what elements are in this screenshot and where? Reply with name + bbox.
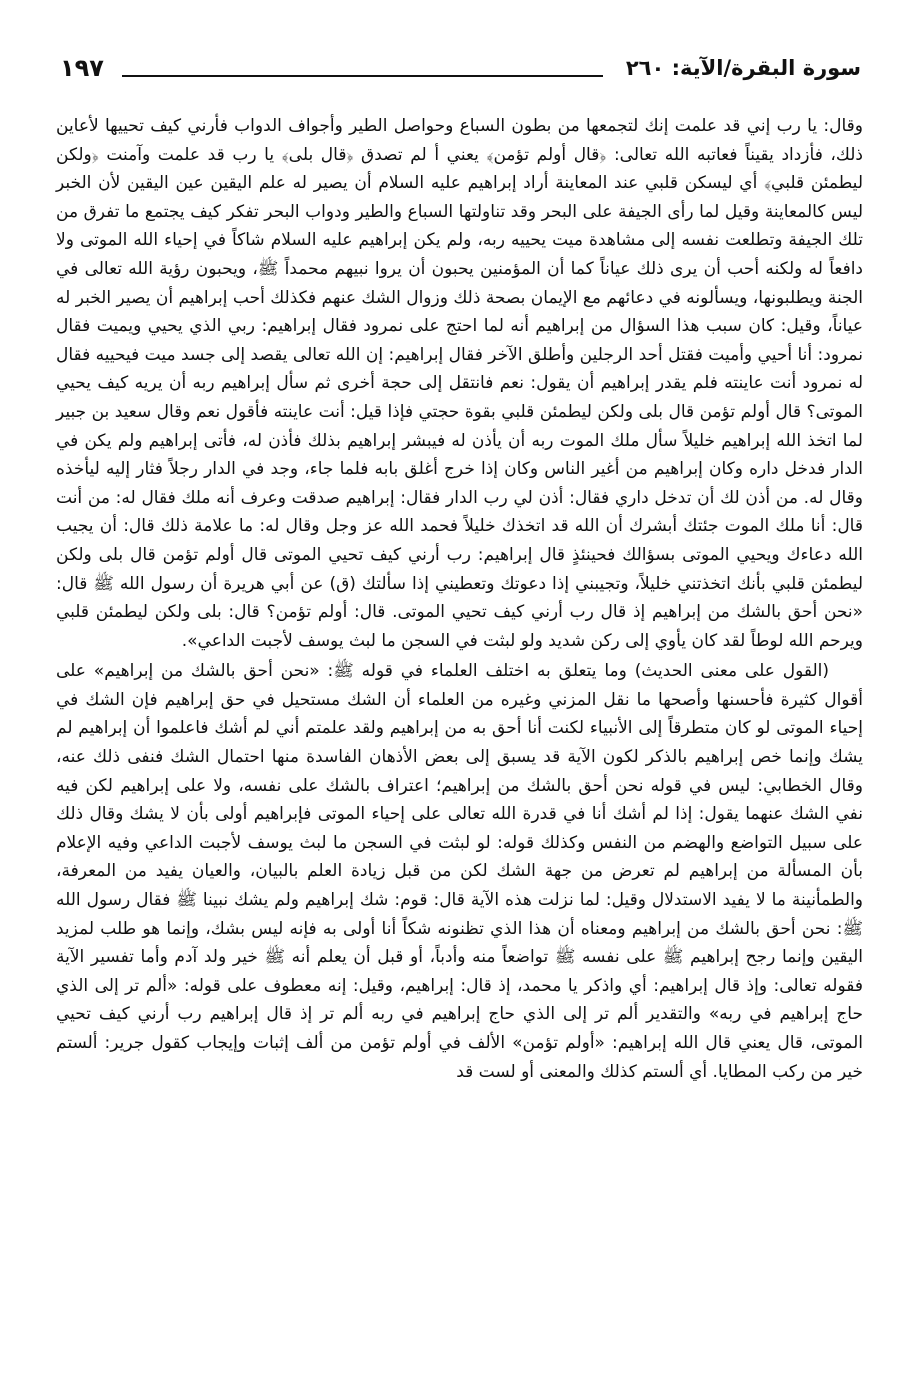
paragraph-tafsir-ibrahim: وقال: يا رب إني قد علمت إنك لتجمعها من بطون السباع وحواصل الطير وأجواف الدواب فأرني كيف تحييها لأعاين ذلك، فأزداد يقيناً فعاتبه الله تعالى: ﴿قال أولم تؤمن﴾ يعني أ لم تصدق ﴿قال بلى﴾ يا رب قد علمت وآمنت ﴿ولكن ليطمئن قلبي﴾ أي ليسكن قلبي عند المعاينة أراد إبراهيم عليه السلام أن يصير له علم اليقين عين اليقين لأن الخبر ليس كالمعاينة وقيل لما رأى الجيفة على البحر وقد تناولتها السباع والطير ودواب البحر تفكر كيف يجتمع ما تفرق من تلك الجيفة وتطلعت نفسه إلى مشاهدة ميت يحييه ربه، ولم يكن إبراهيم عليه السلام شاكاً في إحياء الله الموتى ولا دافعاً له ولكنه أحب أن يرى ذلك عياناً كما أن المؤمنين يحبون أن يروا نبيهم محمداً ﷺ، ويحبون رؤية الله تعالى في الجنة ويطلبونها، ويسألونه في دعائهم مع الإيمان بصحة ذلك وزوال الشك عنهم فكذلك أحب إبراهيم أن يصير الخبر له عياناً، وقيل: كان سبب هذا السؤال من إبراهيم أنه لما احتج على نمرود فقال إبراهيم: ربي الذي يحيي ويميت فقال نمرود: أنا أحيي وأميت فقتل أحد الرجلين وأطلق الآخر فقال إبراهيم: إن الله تعالى يقصد إلى جسد ميت فيحييه فقال له نمرود أنت عاينته فلم يقدر إبراهيم أن يقول: نعم فانتقل إلى حجة أخرى ثم سأل إبراهيم ربه أن يريه كيف يحيي الموتى؟ قال أولم تؤمن قال بلى ولكن ليطمئن قلبي بقوة حجتي فإذا قيل: أنت عاينته فأقول نعم وقال سعيد بن جبير لما اتخذ الله إبراهيم خليلاً سأل ملك الموت ربه أن يأذن له فيبشر إبراهيم بذلك فأذن له، فأتى إبراهيم ولم يكن في الدار فدخل داره وكان إبراهيم من أغير الناس وكان إذا خرج أغلق بابه فلما جاء، وجد في الدار رجلاً فثار إليه ليأخذه وقال له. من أذن لك أن تدخل داري فقال: أذن لي رب الدار فقال: إبراهيم صدقت وعرف أنه ملك فقال له: من أنت قال: أنا ملك الموت جئتك أبشرك أن الله قد اتخذك خليلاً فحمد الله عز وجل وقال له: ما علامة ذلك قال: أن يجيب الله دعاءك ويحيي الموتى بسؤالك فحينئذٍ قال إبراهيم: رب أرني كيف تحيي الموتى قال أولم تؤمن قال بلى ولكن ليطمئن قلبي بأنك اتخذتني خليلاً، وتجيبني إذا دعوتك وتعطيني إذا سألتك (ق) عن أبي هريرة أن رسول الله ﷺ قال: «نحن أحق بالشك من إبراهيم إذ قال رب أرني كيف تحيي الموتى. قال: أولم تؤمن؟ قال: بلى ولكن ليطمئن قلبي ويرحم الله لوطاً لقد كان يأوي إلى ركن شديد ولو لبثت في السجن ما لبث يوسف لأجبت الداعي».	[56, 116, 863, 651]
running-head-sura-verse: سورة البقرة/الآية: ٢٦٠	[625, 56, 861, 80]
paragraph-hadith-meaning: (القول على معنى الحديث) وما يتعلق به اختلف العلماء في قوله ﷺ: «نحن أحق بالشك من إبراهيم» على أقوال كثيرة فأحسنها وأصحها ما نقل المزني وغيره من العلماء أن الشك مستحيل في حق إبراهيم فإن الشك في إحياء الموتى لو كان متطرقاً إلى الأنبياء لكنت أنا أحق به من إبراهيم ولقد علمتم أني لم أشك فاعلموا أن إبراهيم لم يشك وإنما خص إبراهيم بالذكر لكون الآية قد يسبق إلى بعض الأذهان الفاسدة منها احتمال الشك فنفى ذلك عنه، وقال الخطابي: ليس في قوله نحن أحق بالشك من إبراهيم؛ اعتراف بالشك على نفسه، ولا على إبراهيم لكن فيه نفي الشك عنهما يقول: إذا لم أشك أنا في قدرة الله تعالى على إحياء الموتى فإبراهيم أولى بأن لا يشك وقال ذلك على سبيل التواضع والهضم من النفس وكذلك قوله: لو لبثت في السجن ما لبث يوسف لأجبت الداعي وفيه الإعلام بأن المسألة من إبراهيم لم تعرض من جهة الشك لكن من قبل زيادة العلم بالبيان، والعيان يفيد من المعرفة، والطمأنينة ما لا يفيد الاستدلال وقيل: لما نزلت هذه الآية قال: قوم: شك إبراهيم ولم يشك نبينا ﷺ فقال رسول الله ﷺ: نحن أحق بالشك من إبراهيم ومعناه أن هذا الذي تظنونه شكاً أنا أولى به فإنه ليس بشك، وإنما هو طلب لمزيد اليقين وإنما رجح إبراهيم ﷺ على نفسه ﷺ تواضعاً منه وأدباً، أو قبل أن يعلم أنه ﷺ خير ولد آدم وأما تفسير الآية فقوله تعالى: وإذ قال إبراهيم: أي واذكر يا محمد، إذ قال: إبراهيم، وقيل: إنه معطوف على قوله: «ألم تر إلى الذي حاج إبراهيم في ربه» والتقدير ألم تر إلى الذي حاج إبراهيم في ربه ألم تر إذ قال إبراهيم رب أرني كيف تحيي الموتى، قال يعني قال الله إبراهيم: «أولم تؤمن» الألف في أولم تؤمن من ألف إثبات وإيجاب كقول جرير: ألستم خير من ركب المطايا. أي ألستم كذلك والمعنى أو لست قد	[56, 661, 863, 1082]
header-rule	[122, 75, 603, 77]
page-number: ١٩٧	[60, 54, 104, 82]
body-text	[56, 112, 863, 1086]
page-header	[60, 56, 861, 90]
